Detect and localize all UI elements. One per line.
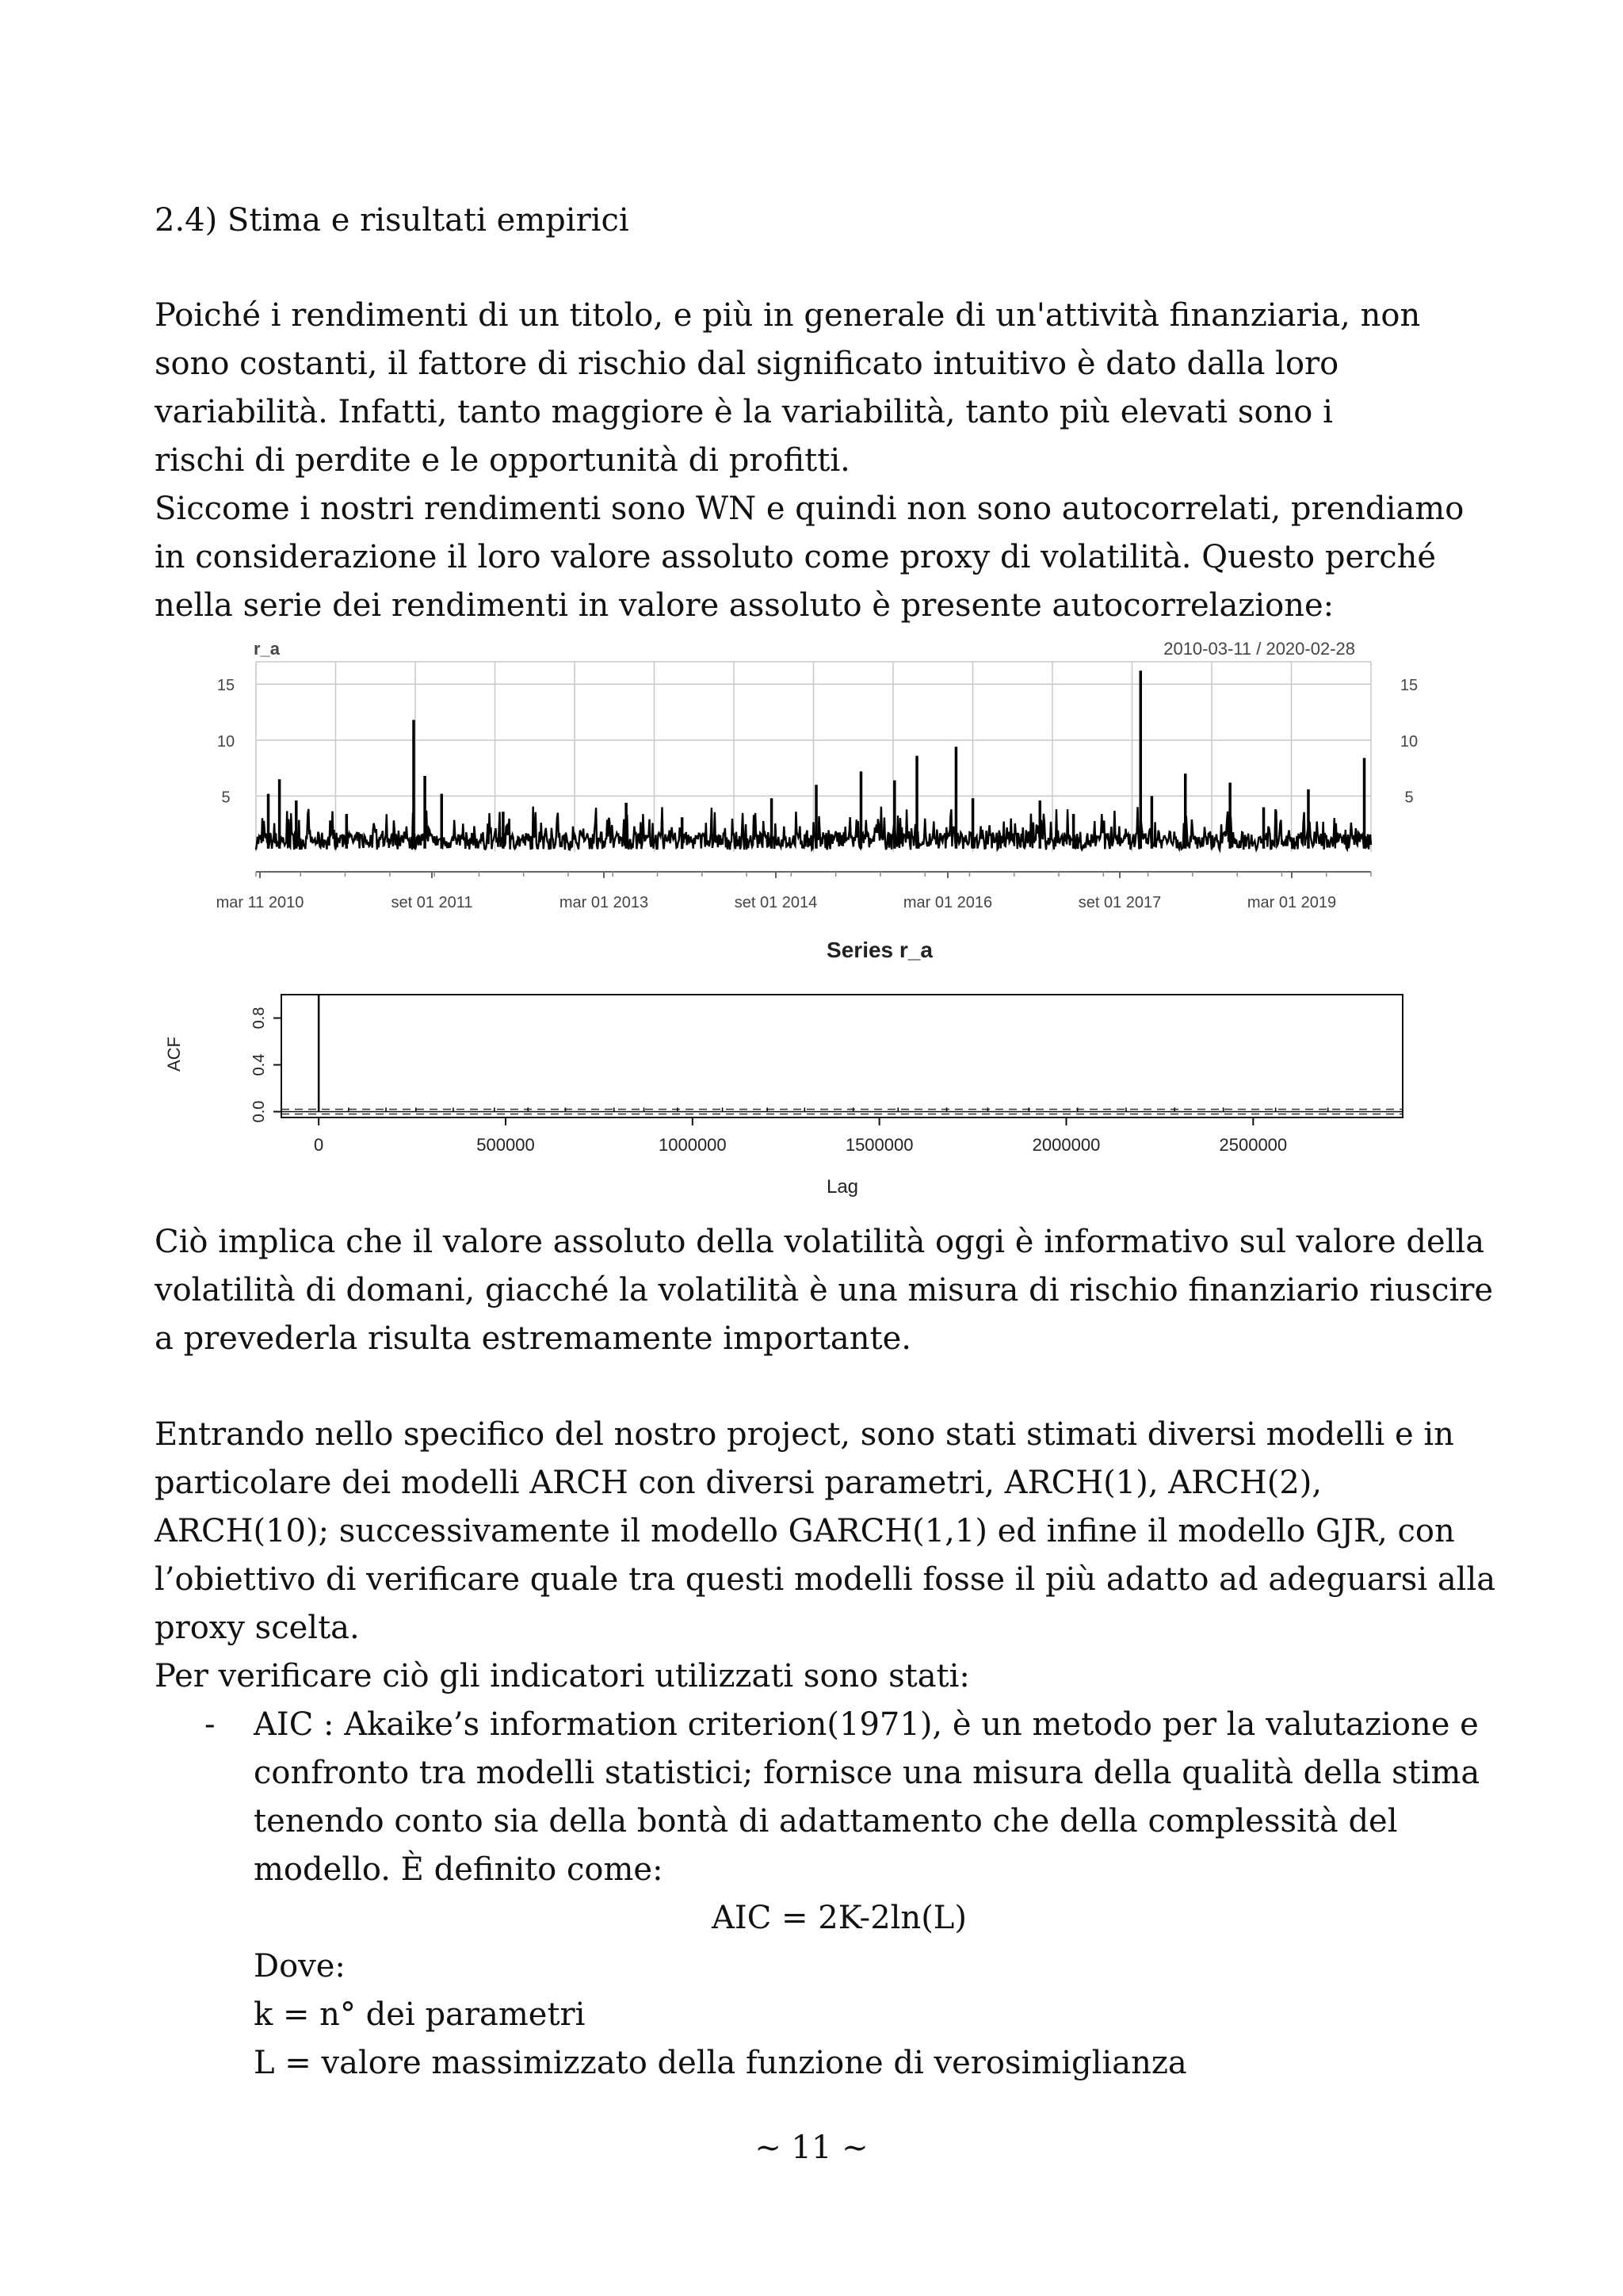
acf-plot-frame [281, 995, 1403, 1117]
aic-formula: AIC = 2K-2ln(L) [712, 1900, 967, 1936]
text-line: Entrando nello specifico del nostro project, sono stati stimati diversi modelli e in [155, 1416, 1454, 1453]
text-line: a prevederla risulta estremamente importante. [155, 1320, 911, 1357]
acf-y-ticks [250, 1007, 281, 1123]
text-line: volatilità di domani, giacché la volatilità è una misura di rischio finanziario riuscire [155, 1272, 1494, 1308]
x-tick-label: 2000000 [1032, 1135, 1101, 1155]
text-line: in considerazione il loro valore assoluto come proxy di volatilità. Questo perché [155, 539, 1437, 575]
acf-ylabel: ACF [164, 1037, 184, 1072]
text-line: k = n° dei parametri [254, 1996, 586, 2033]
acf-bars [281, 995, 1403, 1114]
x-tick-label: set 01 2011 [391, 894, 473, 911]
text-line: rischi di perdite e le opportunità di profitti. [155, 442, 850, 479]
acf-x-ticks [314, 1117, 1287, 1155]
acf-title: Series r_a [827, 938, 933, 962]
x-tick-label: mar 01 2013 [559, 894, 649, 911]
x-tick-label: 0 [314, 1135, 324, 1155]
y-tick-label: 0.0 [250, 1100, 268, 1123]
text-line: Per verificare ciò gli indicatori utilizzati sono stati: [155, 1658, 970, 1694]
x-tick-label: set 01 2014 [734, 894, 818, 911]
x-tick-label: 1500000 [845, 1135, 914, 1155]
bullet-aic [254, 1701, 1480, 1894]
text-line: Siccome i nostri rendimenti sono WN e quindi non sono autocorrelati, prendiamo [155, 491, 1465, 527]
text-line: tenendo conto sia della bontà di adattamento che della complessità del [254, 1803, 1398, 1839]
chart-date-range: 2010-03-11 / 2020-02-28 [1163, 639, 1355, 659]
text-line: AIC : Akaike’s information criterion(1971), è un metodo per la valutazione e [254, 1706, 1479, 1743]
bullet-marker: - [204, 1706, 216, 1743]
text-line: l’obiettivo di verificare quale tra questi modelli fosse il più adatto ad adeguarsi alla [155, 1561, 1496, 1598]
text-line: Ciò implica che il valore assoluto della volatilità oggi è informativo sul valore della [155, 1224, 1485, 1260]
x-tick-label: mar 11 2010 [216, 894, 304, 911]
text-line: modello. È definito come: [254, 1851, 663, 1888]
y-tick-label-right: 15 [1400, 677, 1419, 695]
page-number: ~ 11 ~ [754, 2130, 869, 2166]
text-line: confronto tra modelli statistici; fornisce una misura della qualità della stima [254, 1755, 1480, 1791]
y-tick-label-right: 5 [1404, 789, 1414, 807]
time-series-chart [182, 634, 1466, 927]
section-heading: 2.4) Stima e risultati empirici [155, 202, 629, 239]
text-line: Poiché i rendimenti di un titolo, e più in generale di un'attività finanziaria, non [155, 297, 1421, 334]
x-tick-label: set 01 2017 [1078, 894, 1162, 911]
y-tick-label-left: 5 [221, 789, 231, 807]
text-line: L = valore massimizzato della funzione di verosimiglianza [254, 2045, 1187, 2081]
y-tick-label-left: 10 [216, 732, 235, 751]
y-tick-label: 0.8 [250, 1007, 268, 1030]
x-tick-label: mar 01 2019 [1247, 894, 1337, 911]
acf-chart [155, 931, 1438, 1213]
text-line: nella serie dei rendimenti in valore assoluto è presente autocorrelazione: [155, 587, 1335, 624]
x-tick-label: 2500000 [1219, 1135, 1288, 1155]
paragraph-intro [155, 292, 1464, 630]
x-tick-label: 1000000 [659, 1135, 727, 1155]
paragraph-models [155, 1411, 1495, 1701]
text-line: variabilità. Infatti, tanto maggiore è la variabilità, tanto più elevati sono i [155, 394, 1333, 430]
text-line: sono costanti, il fattore di rischio dal significato intuitivo è dato dalla loro [155, 346, 1339, 382]
x-axis-ticks [216, 872, 1371, 911]
paragraph-implication [155, 1218, 1493, 1363]
text-line: proxy scelta. [155, 1610, 360, 1646]
x-tick-label: 500000 [476, 1135, 535, 1155]
chart-title: r_a [254, 639, 281, 659]
text-line: Dove: [254, 1948, 346, 1985]
y-tick-label-left: 15 [216, 677, 235, 695]
definitions [254, 1943, 1187, 2088]
x-tick-label: mar 01 2016 [903, 894, 993, 911]
text-line: ARCH(10); successivamente il modello GARCH(1,1) ed infine il modello GJR, con [155, 1513, 1455, 1549]
text-line: particolare dei modelli ARCH con diversi parametri, ARCH(1), ARCH(2), [155, 1465, 1323, 1501]
y-tick-label-right: 10 [1400, 732, 1419, 751]
acf-xlabel: Lag [826, 1176, 859, 1198]
y-tick-label: 0.4 [250, 1053, 268, 1076]
